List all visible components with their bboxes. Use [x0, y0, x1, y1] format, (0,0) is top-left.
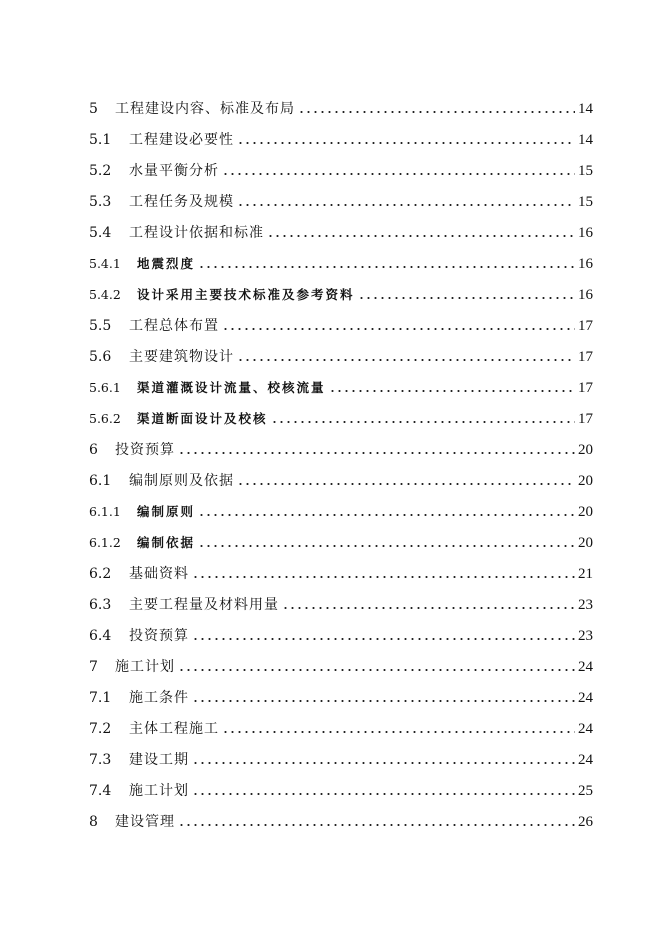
dot-leader — [192, 575, 575, 579]
toc-number: 5.1 — [89, 132, 112, 148]
toc-entry-5-6[interactable] — [89, 342, 593, 366]
toc-title: 工程设计依据和标准 — [129, 225, 264, 241]
toc-title: 工程总体布置 — [129, 318, 219, 334]
toc-page-number: 17 — [578, 318, 593, 334]
toc-page-number: 17 — [578, 380, 593, 396]
toc-title: 编制原则及依据 — [129, 473, 234, 489]
toc-title: 基础资料 — [129, 566, 189, 582]
toc-number: 5.4 — [89, 225, 112, 241]
dot-leader — [237, 141, 575, 145]
toc-entry-6[interactable] — [89, 435, 593, 459]
toc-page-number: 23 — [578, 628, 593, 644]
toc-title: 建设工期 — [129, 752, 189, 768]
toc-page-number: 17 — [578, 349, 593, 365]
toc-page-number: 20 — [578, 535, 593, 551]
toc-page-number: 20 — [578, 473, 593, 489]
toc-number: 5.6 — [89, 349, 112, 365]
toc-page-number: 23 — [578, 597, 593, 613]
toc-entry-5-5[interactable] — [89, 311, 593, 335]
toc-page-number: 21 — [578, 566, 593, 582]
dot-leader — [192, 761, 575, 765]
toc-number: 5.6.1 — [89, 380, 121, 395]
toc-entry-8[interactable] — [89, 807, 593, 831]
toc-number: 5 — [89, 101, 98, 117]
dot-leader — [329, 389, 575, 393]
dot-leader — [198, 265, 575, 269]
dot-leader — [267, 234, 575, 238]
toc-page-number: 16 — [578, 256, 593, 272]
toc-title: 编制依据 — [137, 535, 196, 550]
toc-page-number: 17 — [578, 411, 593, 427]
toc-number: 7.4 — [89, 783, 112, 799]
toc-page-number: 20 — [578, 442, 593, 458]
toc-number: 5.4.2 — [89, 287, 121, 302]
toc-number: 5.2 — [89, 163, 112, 179]
dot-leader — [237, 203, 575, 207]
toc-entry-6-3[interactable] — [89, 590, 593, 614]
toc-number: 6.2 — [89, 566, 112, 582]
toc-entry-7-2[interactable] — [89, 714, 593, 738]
toc-entry-5-6-1[interactable] — [89, 373, 593, 397]
toc-number: 7.3 — [89, 752, 112, 768]
toc-title: 施工计划 — [115, 659, 175, 675]
dot-leader — [198, 513, 575, 517]
toc-page-number: 24 — [578, 690, 593, 706]
toc-number: 5.6.2 — [89, 411, 121, 426]
toc-page-number: 16 — [578, 225, 593, 241]
dot-leader — [178, 668, 575, 672]
toc-entry-5-4-1[interactable] — [89, 249, 593, 273]
toc-title: 主要工程量及材料用量 — [129, 597, 279, 613]
toc-title: 水量平衡分析 — [129, 163, 219, 179]
toc-number: 5.5 — [89, 318, 112, 334]
toc-number: 5.3 — [89, 194, 112, 210]
dot-leader — [222, 172, 575, 176]
toc-entry-5-6-2[interactable] — [89, 404, 593, 428]
toc-page-number: 16 — [578, 287, 593, 303]
toc-entry-7-4[interactable] — [89, 776, 593, 800]
toc-entry-6-2[interactable] — [89, 559, 593, 583]
toc-title: 编制原则 — [137, 504, 196, 519]
toc-entry-5-3[interactable] — [89, 187, 593, 211]
toc-number: 7.2 — [89, 721, 112, 737]
toc-page-number: 15 — [578, 163, 593, 179]
toc-title: 施工条件 — [129, 690, 189, 706]
toc-entry-7-1[interactable] — [89, 683, 593, 707]
toc-title: 渠道断面设计及校核 — [137, 411, 268, 426]
toc-page-number: 14 — [578, 101, 593, 117]
toc-title: 建设管理 — [115, 814, 175, 830]
toc-entry-6-1-2[interactable] — [89, 528, 593, 552]
dot-leader — [178, 823, 575, 827]
toc-entry-7[interactable] — [89, 652, 593, 676]
toc-title: 工程建设内容、标准及布局 — [115, 101, 295, 117]
toc-entry-6-1-1[interactable] — [89, 497, 593, 521]
toc-number: 6 — [89, 442, 98, 458]
toc-number: 8 — [89, 814, 98, 830]
toc-number: 6.4 — [89, 628, 112, 644]
toc-page-number: 20 — [578, 504, 593, 520]
toc-number: 7.1 — [89, 690, 112, 706]
dot-leader — [198, 544, 575, 548]
toc-entry-5-4[interactable] — [89, 218, 593, 242]
toc-title: 施工计划 — [129, 783, 189, 799]
dot-leader — [271, 420, 575, 424]
toc-title: 工程任务及规模 — [129, 194, 234, 210]
dot-leader — [192, 792, 575, 796]
toc-title: 投资预算 — [115, 442, 175, 458]
toc-title: 主体工程施工 — [129, 721, 219, 737]
toc-page-number: 25 — [578, 783, 593, 799]
toc-number: 6.1 — [89, 473, 112, 489]
toc-title: 地震烈度 — [137, 256, 196, 271]
toc-title: 主要建筑物设计 — [129, 349, 234, 365]
dot-leader — [237, 482, 575, 486]
toc-entry-5-2[interactable] — [89, 156, 593, 180]
dot-leader — [222, 327, 575, 331]
dot-leader — [358, 296, 575, 300]
toc-number: 5.4.1 — [89, 256, 121, 271]
toc-page-number: 24 — [578, 752, 593, 768]
dot-leader — [298, 110, 575, 114]
toc-page-number: 26 — [578, 814, 593, 830]
toc-entry-5-1[interactable] — [89, 125, 593, 149]
toc-number: 6.3 — [89, 597, 112, 613]
dot-leader — [192, 699, 575, 703]
toc-entry-6-1[interactable] — [89, 466, 593, 490]
toc-page-number: 14 — [578, 132, 593, 148]
dot-leader — [222, 730, 575, 734]
toc-title: 渠道灌溉设计流量、校核流量 — [137, 380, 326, 395]
toc-number: 6.1.1 — [89, 504, 121, 519]
dot-leader — [178, 451, 575, 455]
toc-title: 设计采用主要技术标准及参考资料 — [137, 287, 355, 302]
toc-page-number: 15 — [578, 194, 593, 210]
dot-leader — [282, 606, 575, 610]
toc-title: 工程建设必要性 — [129, 132, 234, 148]
toc-number: 6.1.2 — [89, 535, 121, 550]
toc-entry-6-4[interactable] — [89, 621, 593, 645]
toc-page-number: 24 — [578, 659, 593, 675]
dot-leader — [237, 358, 575, 362]
toc-number: 7 — [89, 659, 98, 675]
toc-page-number: 24 — [578, 721, 593, 737]
toc-title: 投资预算 — [129, 628, 189, 644]
toc-entry-5[interactable] — [89, 94, 593, 118]
toc-entry-5-4-2[interactable] — [89, 280, 593, 304]
dot-leader — [192, 637, 575, 641]
toc-entry-7-3[interactable] — [89, 745, 593, 769]
